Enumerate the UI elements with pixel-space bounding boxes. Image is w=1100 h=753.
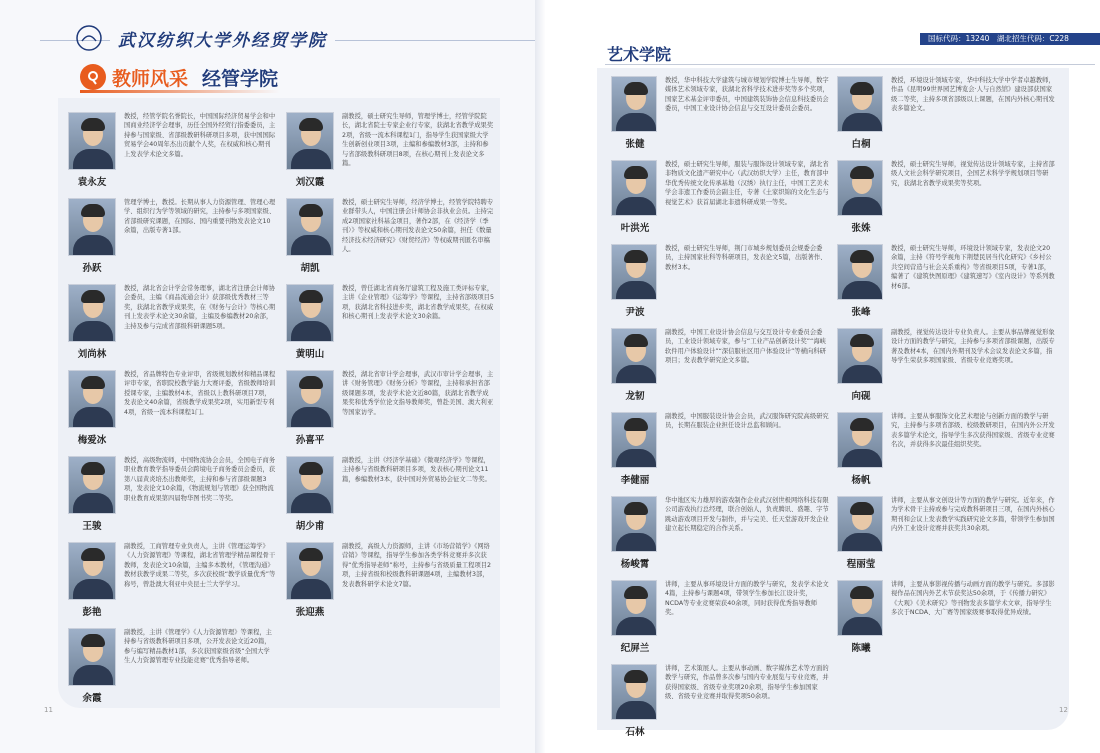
teacher-name: 纪屏兰 [620, 643, 650, 654]
teacher-name: 石林 [625, 727, 645, 738]
school-name: 武汉纺织大学外经贸学院 [110, 26, 335, 51]
teacher-card [603, 72, 831, 156]
page-number: 11 [44, 706, 53, 714]
right-page [545, 0, 1100, 753]
teacher-card [829, 156, 1057, 240]
teacher-photo [611, 496, 657, 552]
teacher-photo [611, 328, 657, 384]
teacher-bio: 副教授，中国服装设计协会会员，武汉服饰研究院高级研究员，长期在服装企业担任设计总监和顾问。 [665, 413, 829, 430]
teacher-photo [837, 496, 883, 552]
teacher-bio: 讲师。主要从事服饰文化艺术理论与创新方面的教学与研究，主持参与多项省部级、校级教研项目，在国内外公开发表多篇学术论文，指导学生多次获得国家级、省级专业竞赛名次，并获得多次最佳组织奖奖。 [891, 413, 1055, 449]
teacher-card [603, 408, 831, 492]
teacher-photo [837, 76, 883, 132]
teacher-name: 刘尚林 [77, 349, 107, 360]
teacher-photo [837, 160, 883, 216]
teacher-bio: 教授，环境设计领域专家，华中科技大学中学者卓越教师，作品《昆明99世界园艺博览会·人与自然馆》建设部获国家级二等奖，主持多项省部级以上课题，在国内外核心期刊发表多篇论文。 [891, 77, 1055, 113]
teacher-badge-icon [80, 64, 106, 90]
teacher-bio: 教授，硕士研究生导师，视觉传达设计领域专家，主持省部级人文社会科学研究项目，全国艺术科学学规划项目等研究，获湖北省教学成果奖等奖项。 [891, 161, 1055, 187]
teacher-name: 黄明山 [295, 349, 325, 360]
teacher-bio: 副教授，主讲《管理学》《人力资源管理》等课程，主持参与省级教科研项目多项，公开发表论文近20篇，参与编写精品教材1部，多次获国家级省级“全国大学生人力资源管理专业技能竞赛”优秀指导老师。 [124, 629, 272, 665]
teacher-photo [837, 580, 883, 636]
teacher-bio: 副教授，中国工业设计协会信息与交互设计专业委员会委员，工业设计领域专家，参与“工业产品创新设计奖”“海峡软件用户体验设计”“深信服社区用户体验设计”等横向科研项目；发表教学研究论文多篇。 [665, 329, 826, 365]
teacher-photo [286, 284, 334, 342]
teacher-bio: 华中地区实力雄厚的游戏制作企业武汉创世极网络科技有限公司游戏执行总经理，联合创始人，负责腾讯、盛趣、字节跳动游戏项目开发与制作，并与完美、任天堂游戏开发企业建立起长期稳定的合作关系。 [665, 497, 829, 533]
teacher-name: 梅爱冰 [77, 435, 107, 446]
teacher-card [603, 240, 831, 324]
teacher-photo [286, 112, 334, 170]
teacher-bio: 副教授，视觉传达设计专业负责人。主要从事品牌视觉形象设计方面的教学与研究，主持参与多项省部级课题，出版专著及教材4本，在国内外期刊及学术会议发表论文多篇，指导学生荣获多项国家级、省级专业竞赛奖项。 [891, 329, 1055, 365]
teacher-name: 向砚 [851, 391, 871, 402]
teacher-bio: 副教授，硕士研究生导师，管理学博士，经管学院院长，湖北省院士专家企业行专家，获湖北省教学成果奖2项，省级一流本科课程1门，指导学生获国家级大学生创新创业项目3项，主编和参编教材3部，主持和参与省部级教科研项目8项，在核心期刊上发表论文多篇。 [342, 113, 494, 168]
teacher-photo [837, 328, 883, 384]
teacher-bio: 教授，经管学院名誉院长，中国国际经济贸易学会和中国商业经济学会理事，历任全国外经贸行指委委员，主持参与国家级、省部级教研科研项目多项，获中国国际贸易学会40周年杰出贡献个人奖，在权威和核心期刊上发表学术论文多篇。 [124, 113, 276, 158]
teacher-photo [837, 412, 883, 468]
school-logo-icon [76, 25, 102, 51]
teacher-name: 陈曦 [851, 643, 871, 654]
teacher-photo [611, 412, 657, 468]
teacher-card [280, 192, 496, 278]
teacher-name: 尹波 [625, 307, 645, 318]
teacher-photo [611, 160, 657, 216]
teacher-card [62, 106, 278, 192]
teacher-card [829, 492, 1057, 576]
teacher-bio: 教授，华中科技大学建筑与城市规划学院博士生导师，数字媒体艺术领域专家，获湖北省科学技术进步奖等多个奖项，国家艺术基金评审委员，中国建筑装饰协会信息科技委员会委员，中国工业设计协会信息与交互设计委员会委员。 [665, 77, 829, 113]
teacher-card [280, 450, 496, 536]
right-teacher-panel [597, 68, 1069, 738]
teacher-name: 孙跃 [82, 263, 102, 274]
section-title-sub: 经管学院 [202, 67, 279, 90]
teacher-bio: 副教授，高级人力资源师，主讲《市场营销学》《网络营销》等课程，指导学生参加各类学科竞赛并多次获得“优秀指导老师”称号，主持参与省级质量工程项目2项，主持省级和校级教科研课题4项，主编教材3部，发表教科研学术论文7篇。 [342, 543, 492, 588]
teacher-card [62, 278, 278, 364]
teacher-bio: 教授，硕士研究生导师，荆门市城乡规划委员会规委会委员，主持国家社科等科研项目，发表论文5篇，出版著作、教材3本。 [665, 245, 827, 271]
left-teacher-panel [58, 98, 500, 708]
teacher-photo [68, 542, 116, 600]
teacher-photo [286, 198, 334, 256]
teacher-bio: 教授，高级物流师，中国物流协会会员，全国电子商务职业教育教学指导委员会跨境电子商务委员会委员，获第八届黄炎培杰出教师奖，主持和参与省部级课题3项，发表论文10余篇，《物流规划与管理》获全国物流职业教育成果第四届物华图书奖二等奖。 [124, 457, 276, 502]
teacher-card [829, 408, 1057, 492]
teacher-bio: 教授，湖北省审计学会理事，武汉市审计学会理事，主讲《财务管理》《财务分析》等课程，主持和承担省部级课题多项，发表学术论文近80篇，获湖北省教学成果奖和优秀学位论文指导教师奖，曾赴美国、澳大利亚等国家访学。 [342, 371, 494, 416]
teacher-card [62, 364, 278, 450]
teacher-name: 杨帆 [851, 475, 871, 486]
teacher-name: 孙喜平 [295, 435, 325, 446]
teacher-name: 王骏 [82, 521, 102, 532]
teacher-card [62, 622, 278, 708]
school-header [40, 22, 540, 56]
teacher-bio: 教授，湖北省会计学会常务理事，湖北省注册会计师协会委员，主编《商品流通会计》获部级优秀教材三等奖，获湖北省教学成果奖，在《财务与会计》等核心期刊上发表学术论文30余篇，主编及参编教材20余部，主持及参与完成省部级科研课题5项。 [124, 285, 276, 330]
teacher-card [603, 156, 831, 240]
teacher-card [280, 278, 496, 364]
teacher-card [603, 660, 831, 744]
teacher-photo [611, 244, 657, 300]
teacher-bio: 教授，硕士研究生导师，环境设计领域专家，发表论文20余篇，主持《符号学视角下荆楚民居当代化研究》《乡村公共空间营造与社会关系重构》等省级项目5项，专著1部，编著了《建筑快图原理》《建筑速写》《室内设计》等系列教材6部。 [891, 245, 1055, 290]
teacher-bio: 讲师，主要从事环境设计方面的教学与研究，发表学术论文4篇，主持参与课题4项，带领学生参加长江设计奖，NCDA等专业竞赛荣获40余项，同时获得优秀指导教师奖。 [665, 581, 829, 617]
teacher-bio: 教授，曾任湖北省商务厅建筑工程及施工类评标专家，主讲《企业管理》《运筹学》等课程，主持省部级项目5项，获湖北省科技进步奖，湖北省教学成果奖，在权威和核心期刊上发表学术论文30余篇。 [342, 285, 494, 321]
teacher-bio: 讲师，艺术策展人。主要从事动画、数字媒体艺术等方面的教学与研究，作品曾多次参与国内专业展览与专业竞赛，并获得国家级、省级专业奖项20余项，指导学生参加国家级、省级专业竞赛并取得奖项50余项。 [665, 665, 829, 701]
teacher-card [829, 72, 1057, 156]
teacher-name: 李健丽 [620, 475, 650, 486]
teacher-bio: 教授，硕士研究生导师，经济学博士，经管学院特聘专业群带头人，中国注册会计师协会非执业会员。主持完成2项国家社科基金项目，著作2部，在《经济学（季刊）》等权威和核心期刊发表论文50余篇，担任《数量经济技术经济研究》《财贸经济》等权威期刊匿名审稿人。 [342, 199, 494, 254]
teacher-name: 余霞 [82, 693, 102, 704]
teacher-photo [68, 628, 116, 686]
section-title-main: 教师风采 [112, 67, 189, 90]
teacher-card [280, 364, 496, 450]
teacher-name: 袁永友 [77, 177, 107, 188]
teacher-name: 张姝 [851, 223, 871, 234]
teacher-photo [286, 456, 334, 514]
teacher-photo [68, 284, 116, 342]
section-title [80, 60, 278, 94]
teacher-card [62, 536, 278, 622]
teacher-photo [611, 76, 657, 132]
left-page [0, 0, 540, 753]
teacher-bio: 讲师，主要从事影视传播与动画方面的教学与研究。多部影视作品在国内外艺术节获奖达50余项，于《传播力研究》《大观》《美术研究》等刊物发表多篇学术文章，指导学生多次于NCDA、大广赛等国家级赛事取得优异成绩。 [891, 581, 1055, 617]
admission-codes: 国标代码：13240 湖北招生代码：C228 [920, 33, 1100, 45]
teacher-name: 刘汉霞 [295, 177, 325, 188]
teacher-name: 张峰 [851, 307, 871, 318]
right-section-title: 艺术学院 [607, 45, 672, 64]
teacher-photo [68, 198, 116, 256]
teacher-card [829, 240, 1057, 324]
teacher-card [280, 536, 496, 622]
teacher-photo [68, 112, 116, 170]
teacher-card [280, 106, 496, 192]
teacher-name: 张迎燕 [295, 607, 325, 618]
teacher-card [829, 576, 1057, 660]
teacher-card [829, 324, 1057, 408]
teacher-card [603, 324, 831, 408]
teacher-name: 彭艳 [82, 607, 102, 618]
teacher-bio: 讲师，主要从事文创设计等方面的教学与研究。近年来，作为学术骨干主持或参与完成教科研项目三项，在国内外核心期刊和会议上发表教学实践研究论文多篇，带领学生参加国内外工业设计竞赛并获奖共30余项。 [891, 497, 1055, 533]
teacher-card [62, 450, 278, 536]
teacher-bio: 副教授，工商管理专业负责人，主讲《管理运筹学》《人力资源管理》等课程，湖北省管理学精品课程骨干教师，发表论文10余篇，主编多本教材，《管理沟通》教材获教学成果二等奖，多次获校级“教学质量优秀”等称号，曾赴澳大利亚中央昆士兰大学学习。 [124, 543, 276, 588]
teacher-bio: 教授，硕士研究生导师，服装与服饰设计领域专家，湖北省非物质文化遗产研究中心（武汉纺织大学）主任，教育部中华优秀传统文化传承基地（汉绣）执行主任，中国工艺美术学会非遗工作委员会副主任，专著《土家织锦的文化生态与视觉艺术》获首届湖北非遗科研成果一等奖。 [665, 161, 829, 206]
teacher-photo [286, 542, 334, 600]
teacher-photo [611, 664, 657, 720]
teacher-bio: 教授，省品牌特色专业评审，省级规划教材和精品课程评审专家，省职院校教学能力大赛评委，省级教师培训授课专家，主编教材4本，省级以上教科研项目7项，发表论文40余篇，省级教学成果奖2项，实用新型专利4项，省级一流本科课程1门。 [124, 371, 276, 416]
teacher-name: 龙韧 [625, 391, 645, 402]
teacher-photo [611, 580, 657, 636]
teacher-card [603, 492, 831, 576]
teacher-bio: 管理学博士，教授。长期从事人力资源管理、管理心理学、组织行为学等领域的研究，主持参与多项国家级、省部级研究课题，在国际、国内重要刊物发表论文10余篇，出版专著1部。 [124, 199, 276, 235]
teacher-photo [286, 370, 334, 428]
teacher-name: 张健 [625, 139, 645, 150]
teacher-name: 杨峻霄 [620, 559, 650, 570]
teacher-card [62, 192, 278, 278]
teacher-photo [68, 456, 116, 514]
teacher-name: 胡少甫 [295, 521, 325, 532]
teacher-name: 叶洪光 [620, 223, 650, 234]
teacher-name: 程丽莹 [846, 559, 876, 570]
teacher-photo [68, 370, 116, 428]
teacher-name: 白桐 [851, 139, 871, 150]
teacher-bio: 副教授，主讲《经济学基础》《微观经济学》等课程，主持参与省级教科研项目多项，发表核心期刊论文11篇，参编教材3本，获中国对外贸易协会征文二等奖。 [342, 457, 491, 483]
teacher-name: 胡凯 [300, 263, 320, 274]
page-number: 12 [1059, 706, 1068, 714]
teacher-photo [837, 244, 883, 300]
teacher-card [603, 576, 831, 660]
